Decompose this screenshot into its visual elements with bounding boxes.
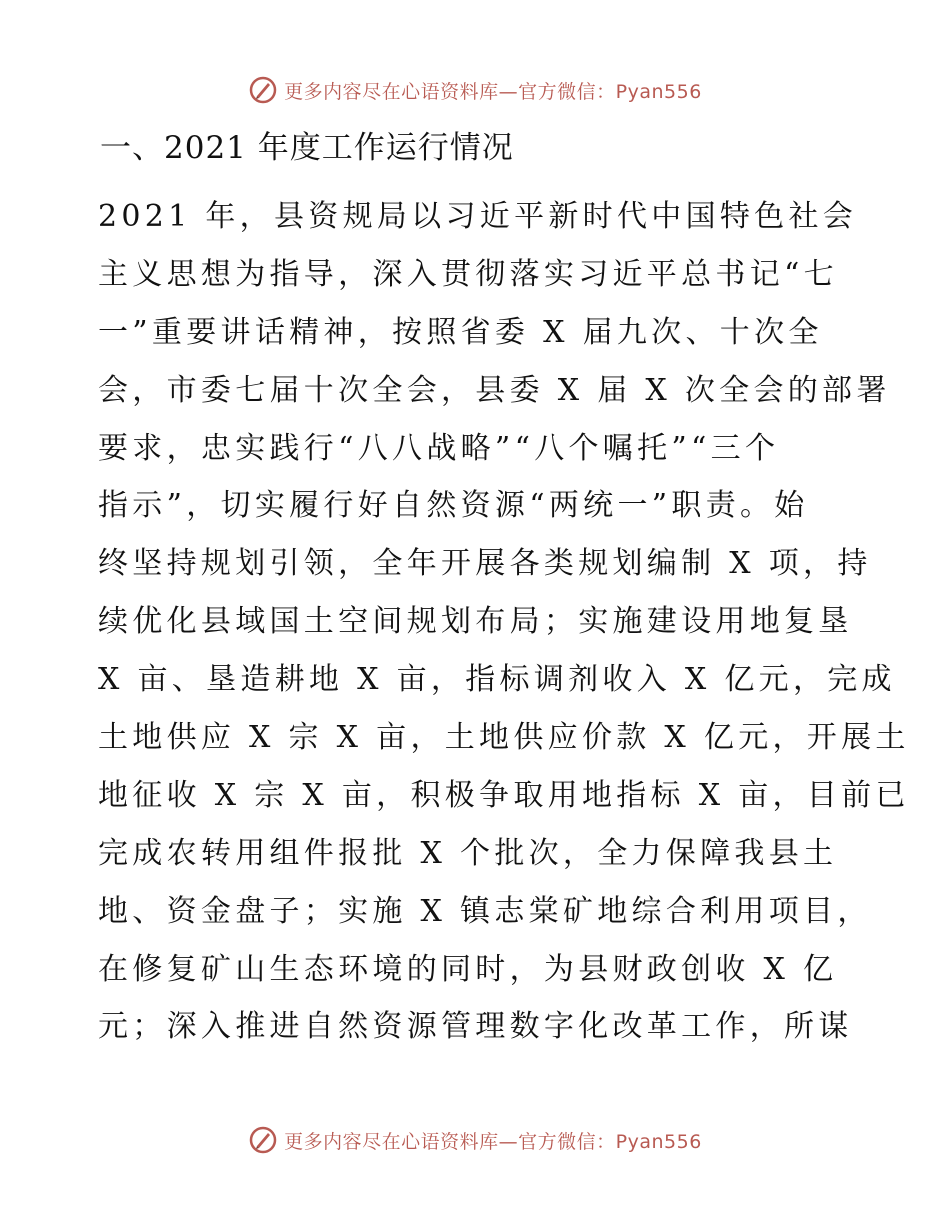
paragraph-line: 指示”，切实履行好自然资源“两统一”职责。始 — [98, 488, 809, 524]
paragraph-line: 土地供应 X 宗 X 亩，土地供应价款 X 亿元，开展土 — [98, 720, 910, 756]
paragraph-line: 在修复矿山生态环境的同时，为县财政创收 X 亿 — [98, 951, 838, 987]
quill-seal-icon — [248, 1125, 278, 1155]
header-watermark — [0, 72, 950, 108]
body-paragraph — [98, 188, 910, 1056]
paragraph-line: 完成农转用组件报批 X 个批次，全力保障我县土 — [98, 835, 838, 871]
paragraph-line: 地、资金盘子；实施 X 镇志棠矿地综合利用项目， — [98, 893, 872, 929]
paragraph-line: 续优化县域国土空间规划布局；实施建设用地复垦 — [98, 604, 853, 640]
paragraph-line: X 亩、垦造耕地 X 亩，指标调剂收入 X 亿元，完成 — [98, 662, 896, 698]
paragraph-line: 地征收 X 宗 X 亩，积极争取用地指标 X 亩，目前已 — [98, 777, 910, 813]
watermark-text: 更多内容尽在心语资料库—官方微信：Pyan556 — [284, 80, 702, 103]
paragraph-line: 终坚持规划引领，全年开展各类规划编制 X 项，持 — [98, 546, 872, 582]
paragraph-line: 2021 年，县资规局以习近平新时代中国特色社会 — [98, 199, 858, 234]
paragraph-line: 会，市委七届十次全会，县委 X 届 X 次全会的部署 — [98, 372, 891, 408]
paragraph-line: 一”重要讲话精神，按照省委 X 届九次、十次全 — [98, 314, 823, 350]
paragraph-line: 元；深入推进自然资源管理数字化改革工作，所谋 — [98, 1009, 853, 1045]
quill-seal-icon — [248, 75, 278, 105]
paragraph-line: 主义思想为指导，深入贯彻落实习近平总书记“七 — [98, 256, 838, 292]
watermark-text: 更多内容尽在心语资料库—官方微信：Pyan556 — [284, 1130, 702, 1153]
paragraph-line: 要求，忠实践行“八八战略”“八个嘱托”“三个 — [98, 430, 780, 466]
section-heading: 一、2021 年度工作运行情况 — [100, 130, 514, 166]
footer-watermark — [0, 1122, 950, 1158]
